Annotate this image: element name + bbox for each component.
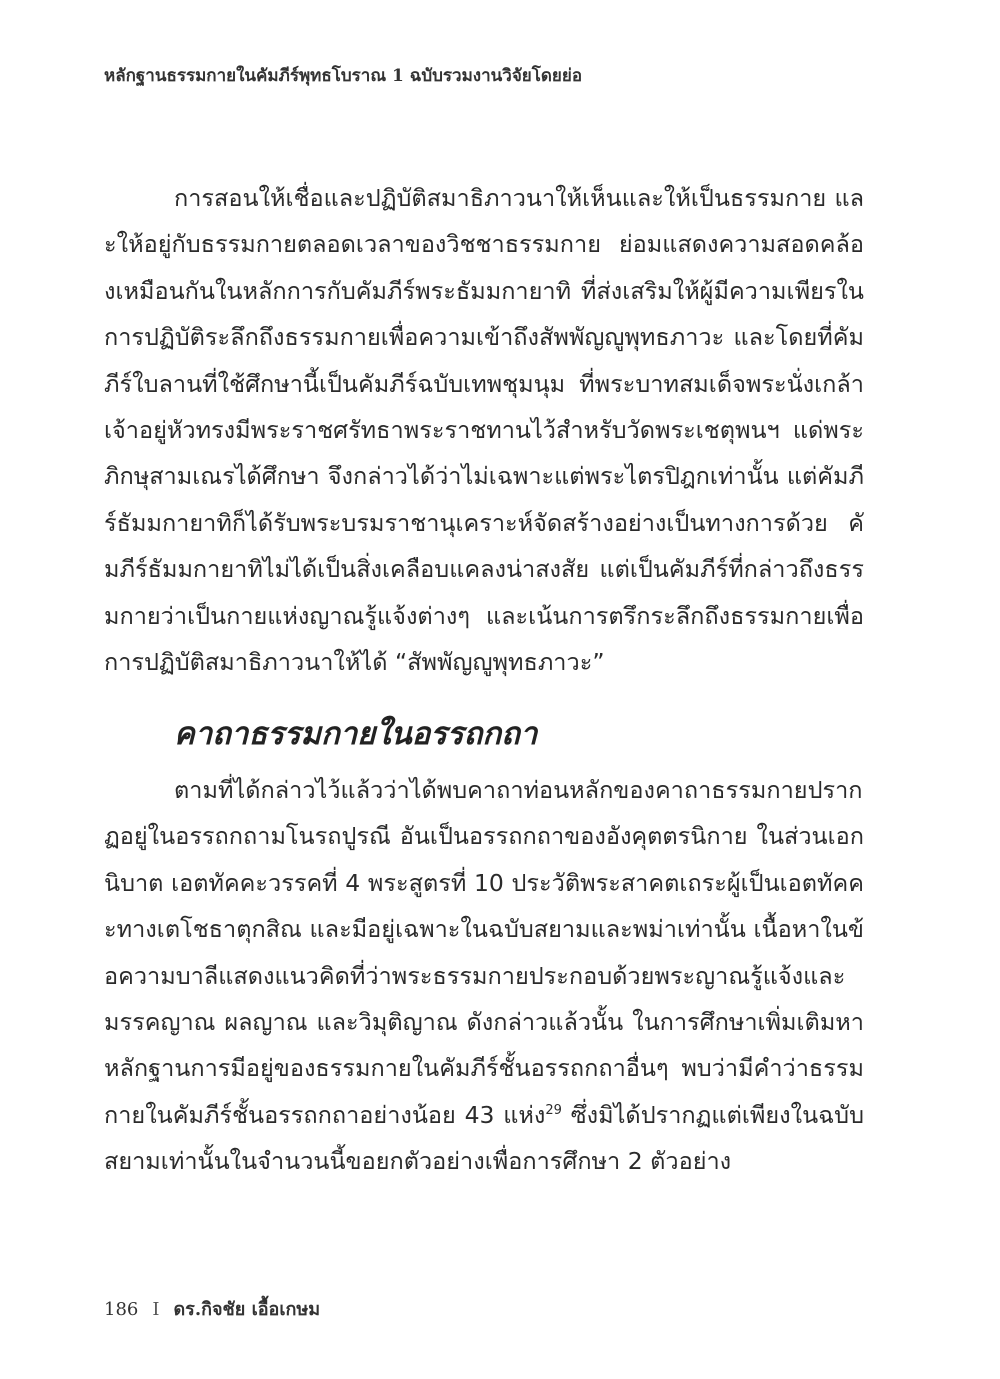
paragraph-2-text-before-note: ตามที่ได้กล่าวไว้แล้วว่าได้พบคาถาท่อนหลักของคาถาธรรมกายปรากฏอยู่ในอรรถกถามโนรถปูรณี อันเป็นอรรถกถาของอังคุตตรนิกาย ในส่วนเอกนิบาต เอตทัคคะวรรคที่ 4 พระสูตรที่ 10 ประวัติพระสาคตเถระผู้เป็นเอตทัคคะทางเตโชธาตุกสิณ และมีอยู่เฉพาะในฉบับสยามและพม่าเท่านั้น เนื้อหาในข้อความบาลีแสดงแนวคิดที่ว่าพระธรรมกายประกอบด้วยพระญาณรู้แจ้งและ มรรคญาณ ผลญาณ และวิมุติญาณ ดังกล่าวแล้วนั้น ในการศึกษาเพิ่มเติมหาหลักฐานการมีอยู่ของธรรมกายในคัมภีร์ชั้นอรรถกถาอื่นๆ พบว่ามีคำว่าธรรมกายในคัมภีร์ชั้นอรรถกถาอย่างน้อย 43 แห่ง <box>104 776 864 1129</box>
body-paragraph-1 <box>104 175 864 685</box>
section-heading: คาถาธรรมกายในอรรถกถา <box>174 716 538 752</box>
page-footer <box>104 1294 320 1323</box>
paragraph-1-text: การสอนให้เชื่อและปฏิบัติสมาธิภาวนาให้เห็นและให้เป็นธรรมกาย และให้อยู่กับธรรมกายตลอดเวลาของวิชชาธรรมกาย ย่อมแสดงความสอดคล้องเหมือนกันในหลักการกับคัมภีร์พระธัมมกายาทิ ที่ส่งเสริมให้ผู้มีความเพียรในการปฏิบัติระลึกถึงธรรมกายเพื่อความเข้าถึงสัพพัญญูพุทธภาวะ และโดยที่คัมภีร์ใบลานที่ใช้ศึกษานี้เป็นคัมภีร์ฉบับเทพชุมนุม ที่พระบาทสมเด็จพระนั่งเกล้าเจ้าอยู่หัวทรงมีพระราชศรัทธาพระราชทานไว้สำหรับวัดพระเชตุพนฯ แด่พระภิกษุสามเณรได้ศึกษา จึงกล่าวได้ว่าไม่เฉพาะแต่พระไตรปิฎกเท่านั้น แต่คัมภีร์ธัมมกายาทิก็ได้รับพระบรมราชานุเคราะห์จัดสร้างอย่างเป็นทางการด้วย คัมภีร์ธัมมกายาทิไม่ได้เป็นสิ่งเคลือบแคลงน่าสงสัย แต่เป็นคัมภีร์ที่กล่าวถึงธรรมกายว่าเป็นกายแห่งญาณรู้แจ้งต่างๆ และเน้นการตรึกระลึกถึงธรรมกายเพื่อการปฏิบัติสมาธิภาวนาให้ได้ “สัพพัญญูพุทธภาวะ” <box>104 184 864 677</box>
footer-separator: I <box>152 1299 160 1320</box>
author-name: ดร.กิจชัย เอื้อเกษม <box>173 1299 321 1320</box>
page-number: 186 <box>104 1299 139 1320</box>
paragraph-2-text-after-note: ซึ่งมิได้ปรากฏแต่เพียงในฉบับสยามเท่านั้นในจำนวนนี้ขอยกตัวอย่างเพื่อการศึกษา 2 ตัวอย่าง <box>104 1100 864 1176</box>
footnote-reference[interactable]: 29 <box>545 1103 562 1119</box>
running-header: หลักฐานธรรมกายในคัมภีร์พุทธโบราณ 1 ฉบับรวมงานวิจัยโดยย่อ <box>104 66 583 86</box>
body-paragraph-2 <box>104 767 864 1185</box>
paragraph-2-text <box>104 767 864 1185</box>
